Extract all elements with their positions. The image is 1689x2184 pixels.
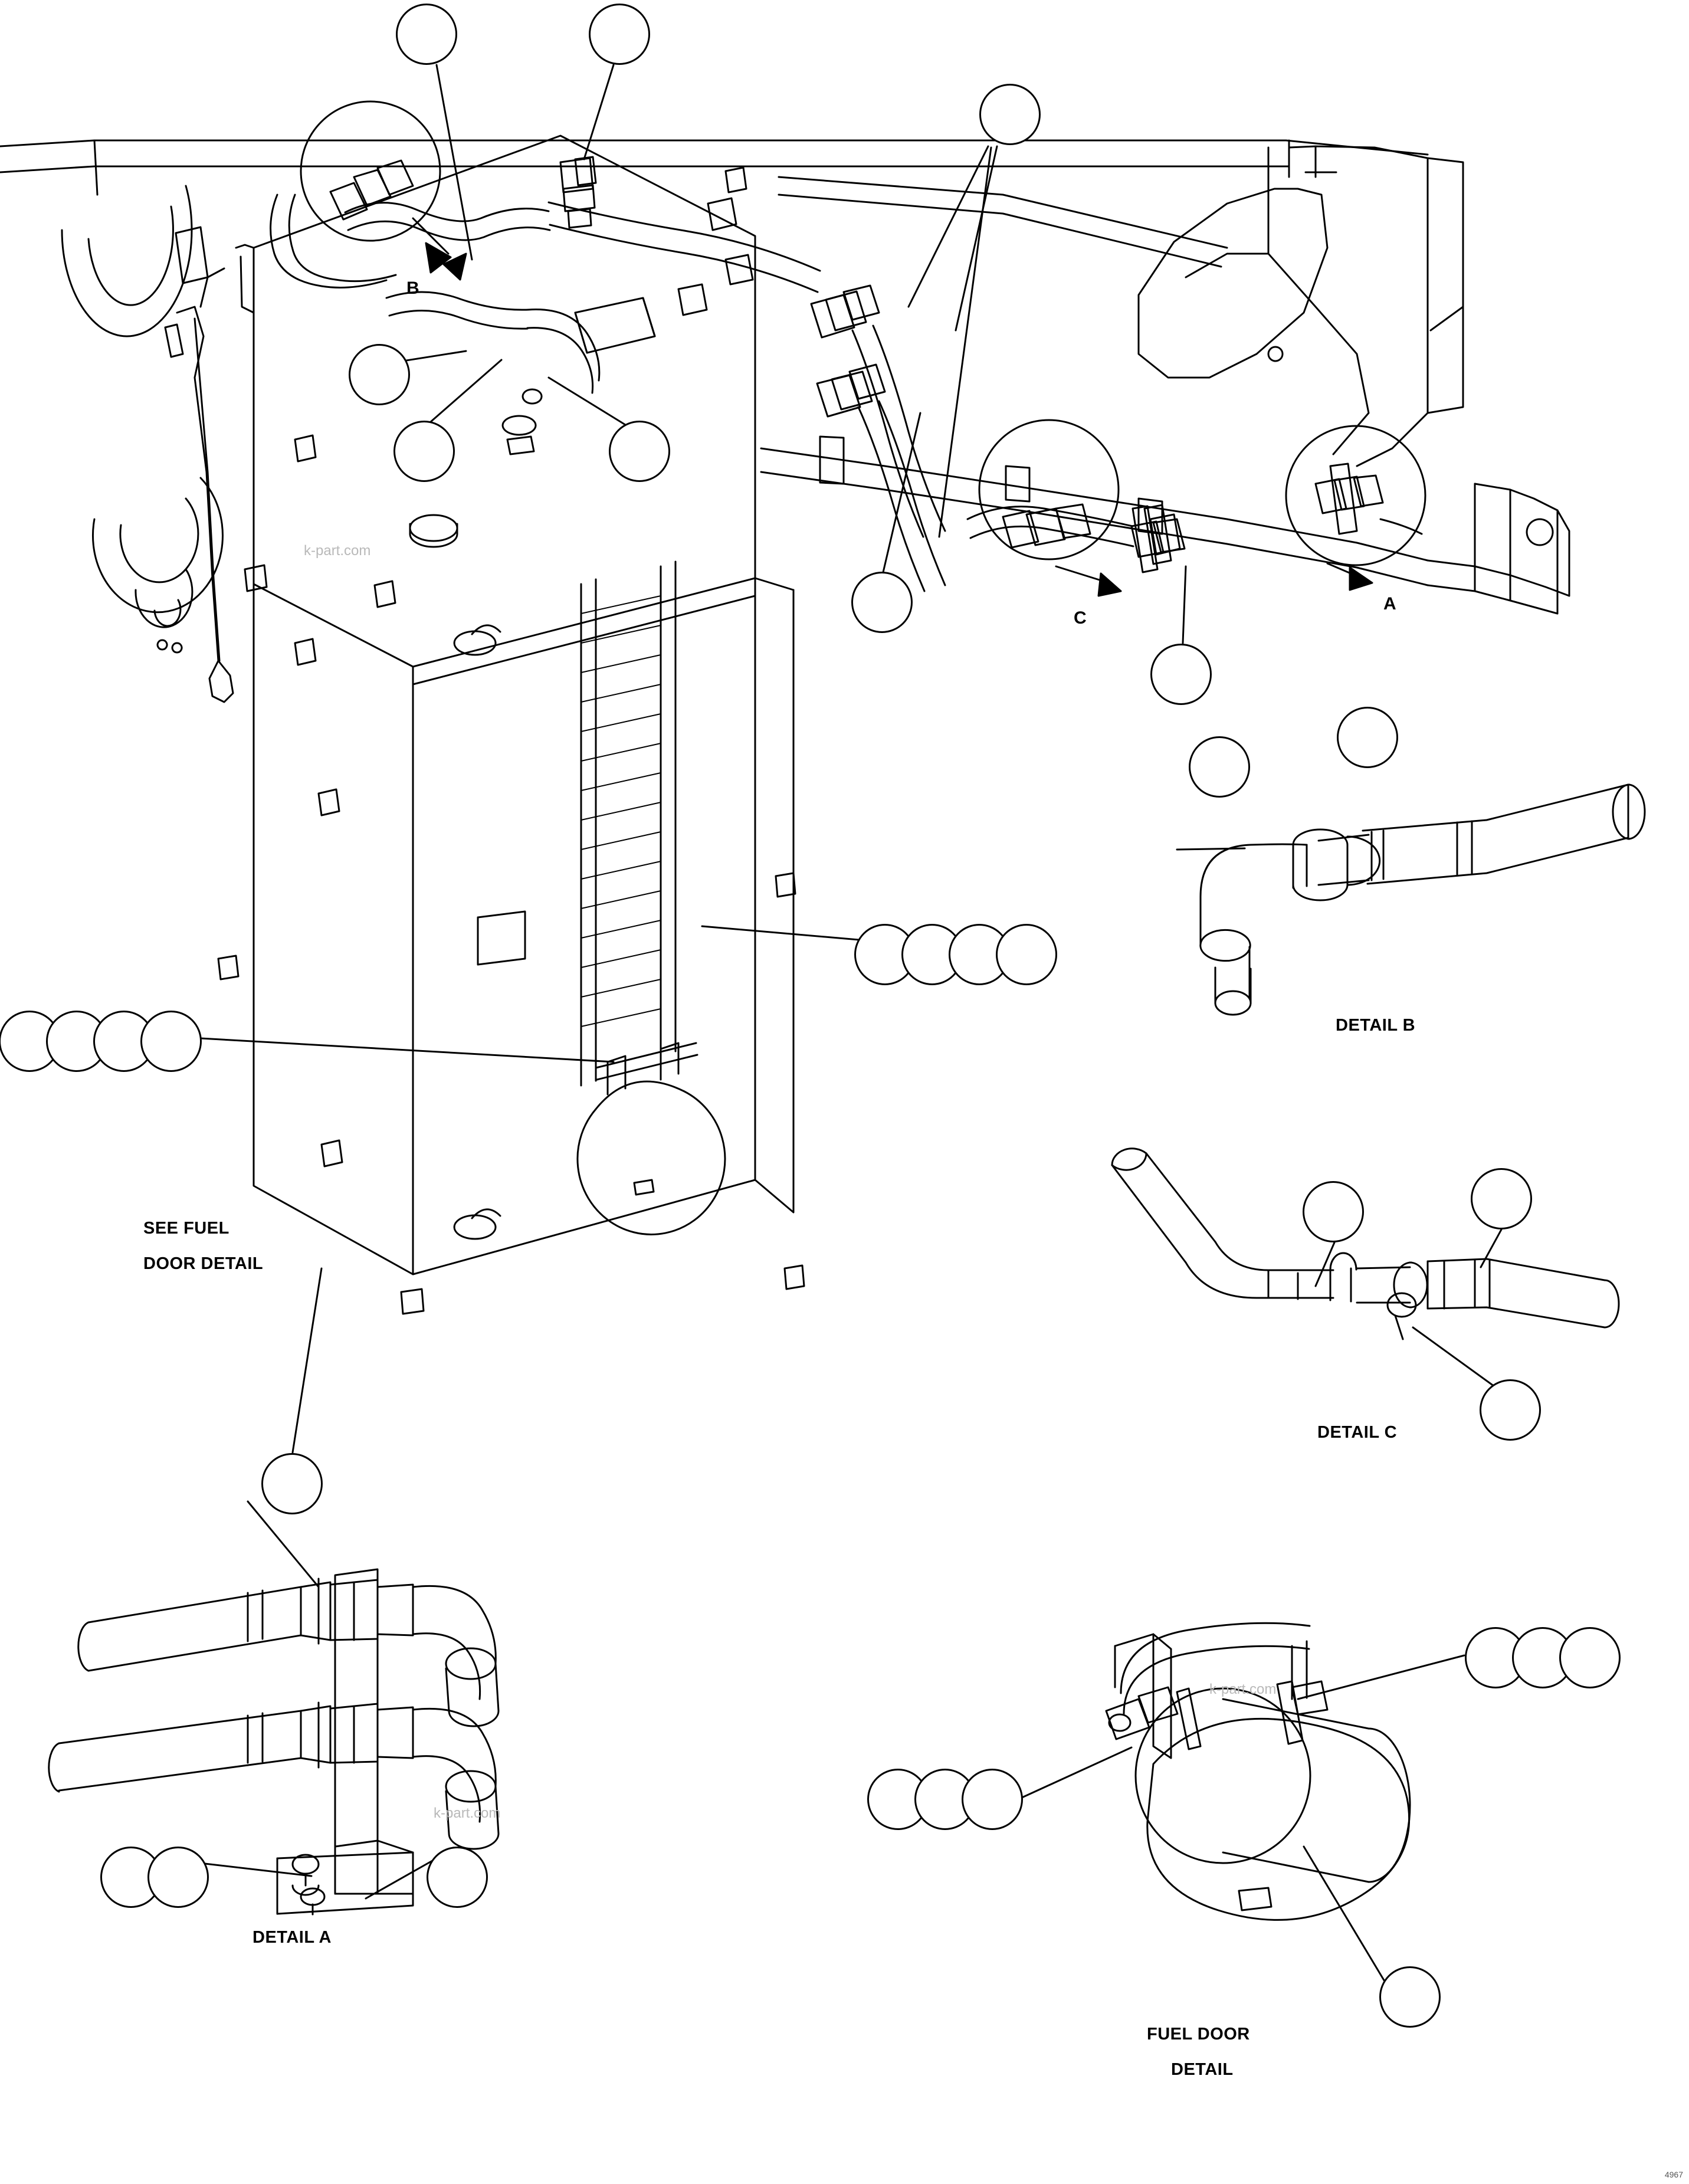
section-arrow-b: B [406,278,420,298]
callout-balloon-b07[interactable] [851,572,913,633]
fuel-door-caption-line1: FUEL DOOR [1147,2025,1250,2044]
left-wheels [62,186,254,702]
callout-balloon-b10[interactable] [1337,707,1398,768]
callout-balloon-b06[interactable] [609,421,670,482]
detail-b-caption: DETAIL B [1336,1016,1416,1035]
leader-lines [201,65,1186,1452]
section-arrow-c: C [1074,608,1087,628]
fuel-tank [218,136,804,1314]
section-c-hose [301,101,1425,596]
callout-balloon-b31[interactable] [962,1769,1023,1830]
callout-balloon-b04[interactable] [349,344,410,405]
detail-a-caption: DETAIL A [252,1928,332,1947]
watermark-2: k-part.com [434,1805,501,1821]
callout-balloon-b19[interactable] [1303,1181,1364,1242]
callout-balloon-b14[interactable] [996,924,1057,985]
callout-balloon-b21[interactable] [1480,1379,1541,1441]
callout-balloon-b05[interactable] [393,421,455,482]
callout-balloon-b28[interactable] [1559,1627,1621,1688]
fuel-door-detail-art [1106,1623,1410,1920]
callout-balloon-b03[interactable] [979,84,1041,145]
section-arrow-a: A [1383,594,1397,614]
callout-balloon-b20[interactable] [1471,1168,1532,1229]
callout-balloon-b01[interactable] [396,4,457,65]
callout-balloon-b02[interactable] [589,4,650,65]
detail-b-art [1177,785,1645,1015]
callout-balloon-b09[interactable] [1189,736,1250,798]
chassis-frame [0,140,1569,614]
callout-balloon-b22[interactable] [261,1453,323,1514]
sheet-code: 4967 [1664,2170,1683,2179]
callout-balloon-b25[interactable] [427,1847,488,1908]
callout-balloon-b24[interactable] [147,1847,209,1908]
detail-c-caption: DETAIL C [1317,1423,1398,1442]
detail-c-art [1112,1149,1619,1339]
watermark-3: k-part.com [1209,1681,1277,1697]
see-fuel-door-detail-line2: DOOR DETAIL [143,1254,264,1273]
fuel-door-caption-line2: DETAIL [1171,2060,1234,2079]
see-fuel-door-detail-line1: SEE FUEL [143,1219,229,1238]
callout-balloon-b32[interactable] [1379,1966,1441,2028]
callout-balloon-b08[interactable] [1150,644,1212,705]
watermark-1: k-part.com [304,543,371,559]
callout-balloon-b18[interactable] [140,1011,202,1072]
